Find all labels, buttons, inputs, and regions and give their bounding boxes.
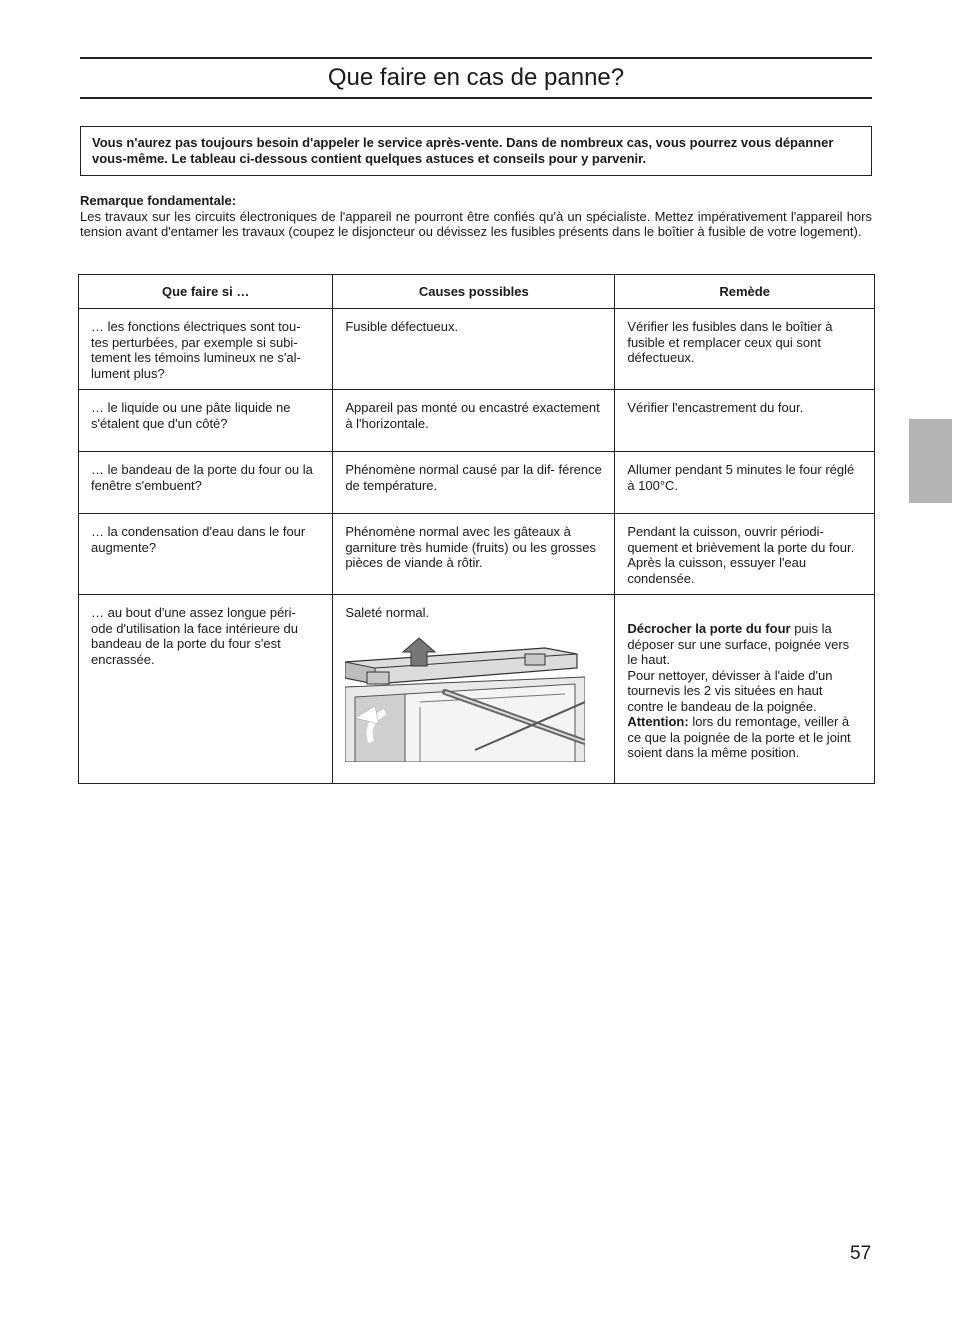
- remark-heading: Remarque fondamentale:: [80, 193, 237, 208]
- remedy-text: Pour nettoyer, dévisser à l'aide d'un tournevis les 2 vis situées en haut contre le bandeau de la poignée.: [627, 667, 833, 714]
- problem-cell: … la condensation d'eau dans le four augmente?: [79, 514, 333, 595]
- column-header-remedy: Remède: [615, 275, 875, 309]
- cause-cell: Fusible défectueux.: [333, 309, 615, 390]
- remark-section: [80, 193, 872, 240]
- column-header-cause: Causes possibles: [333, 275, 615, 309]
- cause-cell: Phénomène normal causé par la dif- férence de température.: [333, 452, 615, 514]
- table-header-row: [79, 275, 875, 309]
- remedy-text: puis la déposer sur une surface, poignée vers le haut.: [627, 621, 850, 667]
- cause-cell: [333, 595, 615, 784]
- remedy-cell: [615, 595, 875, 784]
- remedy-text: lors du remontage, veiller à ce que la poignée de la porte et le joint soient dans la même position.: [627, 714, 851, 760]
- remedy-cell: Pendant la cuisson, ouvrir périodi- quement et brièvement la porte du four. Après la cuisson, essuyer l'eau condensée.: [615, 514, 875, 595]
- oven-door-illustration: [345, 632, 585, 762]
- problem-cell: … le liquide ou une pâte liquide ne s'étalent que d'un côté?: [79, 390, 333, 452]
- table-row: [79, 309, 875, 390]
- problem-cell: … au bout d'une assez longue péri- ode d'utilisation la face intérieure du bandeau de la porte du four s'est encrassée.: [79, 595, 333, 784]
- table-row: [79, 390, 875, 452]
- cause-text: Saleté normal.: [345, 605, 430, 620]
- section-tab-marker: [909, 419, 952, 503]
- page-number: 57: [850, 1243, 872, 1264]
- column-header-problem: Que faire si …: [79, 275, 333, 309]
- intro-notice: Vous n'aurez pas toujours besoin d'appeler le service après-vente. Dans de nombreux cas, vous pourrez vous dépanner vous-même. Le tableau ci-dessous contient quelques astuces et conseils pour y parvenir.: [80, 126, 872, 176]
- table-row: [79, 595, 875, 784]
- cause-cell: Appareil pas monté ou encastré exactement à l'horizontale.: [333, 390, 615, 452]
- table-row: [79, 452, 875, 514]
- remedy-cell: Allumer pendant 5 minutes le four réglé à 100°C.: [615, 452, 875, 514]
- cause-cell: Phénomène normal avec les gâteaux à garniture très humide (fruits) ou les grosses pièces de viande à rôtir.: [333, 514, 615, 595]
- troubleshooting-table: [78, 274, 875, 784]
- problem-cell: … les fonctions électriques sont tou- tes perturbées, par exemple si subi- tement les témoins lumineux ne s'al- lument plus?: [79, 309, 333, 390]
- problem-cell: … le bandeau de la porte du four ou la fenêtre s'embuent?: [79, 452, 333, 514]
- page-title: Que faire en cas de panne?: [80, 57, 872, 99]
- remedy-emphasis: Décrocher la porte du four: [627, 621, 791, 636]
- table-row: [79, 514, 875, 595]
- remedy-cell: Vérifier les fusibles dans le boîtier à fusible et remplacer ceux qui sont défectueux.: [615, 309, 875, 390]
- remark-body: Les travaux sur les circuits électroniques de l'appareil ne pourront être confiés qu'à un spécialiste. Mettez impérativement l'appareil hors tension avant d'entamer les travaux (coupez le disjoncteur ou dévissez les fusibles présents dans le boîtier à fusible de votre logement).: [80, 208, 872, 239]
- remedy-emphasis: Attention:: [627, 714, 689, 729]
- remedy-cell: Vérifier l'encastrement du four.: [615, 390, 875, 452]
